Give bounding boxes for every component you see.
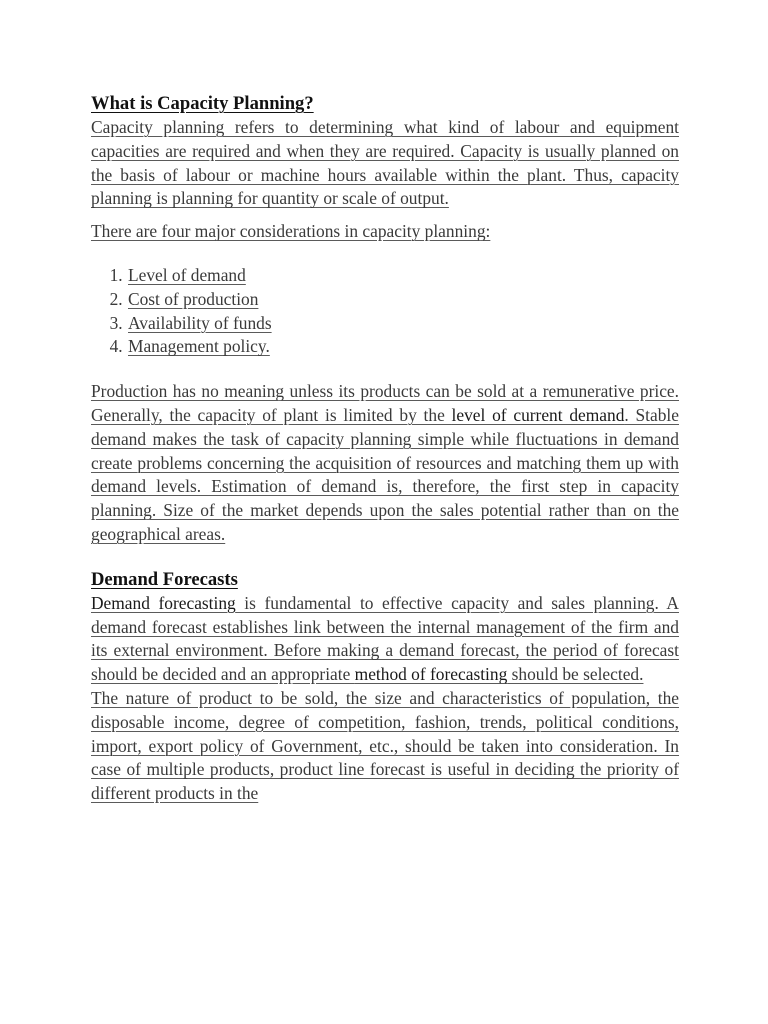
list-item: 4. Management policy.: [127, 335, 679, 359]
considerations-list: [91, 264, 679, 359]
list-item: 2. Cost of production: [127, 288, 679, 312]
section-heading-demand-forecasts: Demand Forecasts: [91, 568, 238, 590]
paragraph-production-demand: Production has no meaning unless its products can be sold at a remunerative price. Generally, the capacity of plant is limited by the level of current demand. Stable demand makes the task of capacity planning simple while fluctuations in demand create problems concerning the acquisition of resources and matching them up with demand levels. Estimation of demand is, therefore, the first step in capacity planning. Size of the market depends upon the sales potential rather than on the geographical areas.: [91, 381, 679, 544]
paragraph-considerations-intro: There are four major considerations in capacity planning:: [91, 221, 491, 242]
link-level-of-current-demand[interactable]: level of current demand: [451, 404, 625, 425]
link-method-of-forecasting[interactable]: method of forecasting: [354, 664, 508, 685]
paragraph-demand-forecasting: Demand forecasting is fundamental to effective capacity and sales planning. A demand forecast establishes link between the internal management of the firm and its external environment. Before making a demand forecast, the period of forecast should be decided and an appropriate method of forecasting should be selected.: [91, 592, 679, 685]
list-item: 3. Availability of funds: [127, 312, 679, 336]
paragraph-capacity-definition: Capacity planning refers to determining what kind of labour and equipment capacities are required and when they are required. Capacity is usually planned on the basis of labour or machine hours available within the plant. Thus, capacity planning is planning for quantity or scale of output.: [91, 117, 679, 209]
paragraph-forecast-factors: The nature of product to be sold, the size and characteristics of population, the disposable income, degree of competition, fashion, trends, political conditions, import, export policy of Government, etc., should be taken into consideration. In case of multiple products, product line forecast is useful in deciding the priority of different products in the: [91, 687, 679, 804]
link-demand-forecasting[interactable]: Demand forecasting: [91, 592, 236, 613]
document-body: [91, 92, 679, 806]
section-heading-capacity-planning: What is Capacity Planning?: [91, 93, 314, 114]
list-item: 1. Level of demand: [127, 264, 679, 288]
